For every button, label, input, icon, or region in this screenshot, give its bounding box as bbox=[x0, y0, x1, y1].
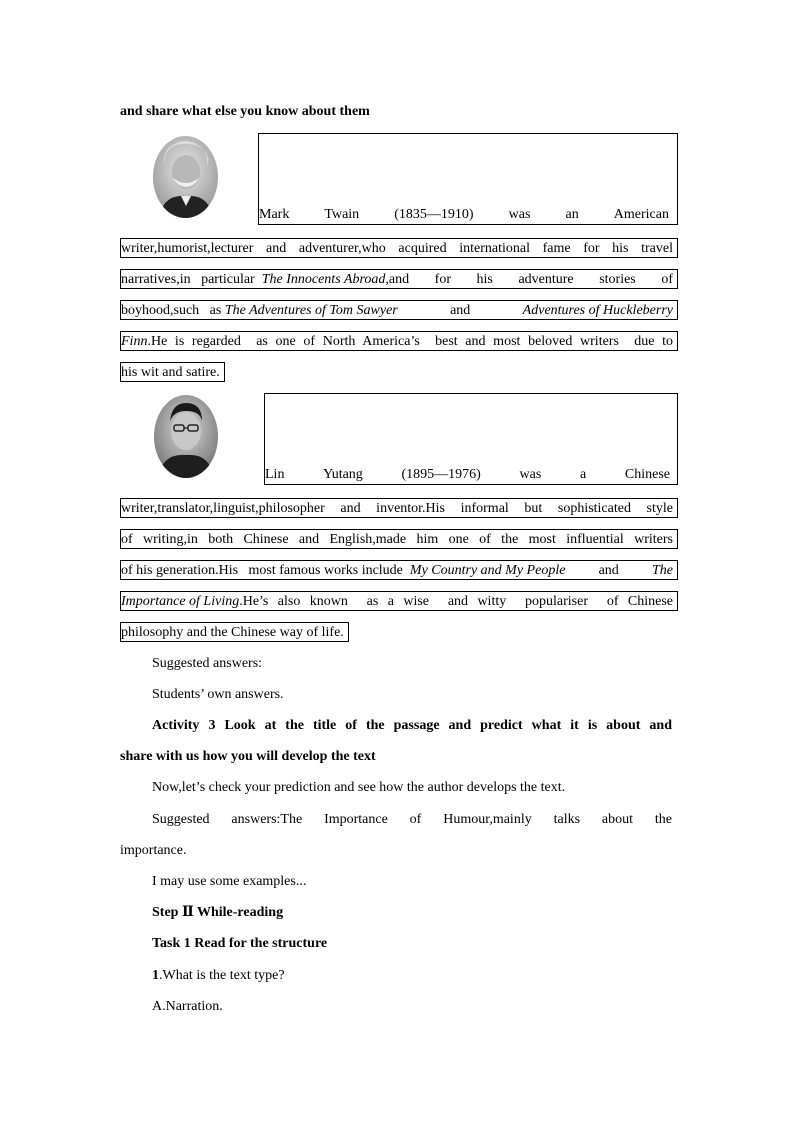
twain-line-3 bbox=[120, 269, 678, 289]
text: .He’s also known as a wise and witty populariser of Chinese bbox=[239, 594, 673, 609]
word: was bbox=[508, 207, 531, 222]
word: Chinese bbox=[624, 467, 670, 482]
word: Yutang bbox=[323, 467, 363, 482]
twain-line-6: his wit and satire. bbox=[120, 362, 225, 382]
question-1 bbox=[152, 966, 672, 986]
word: Mark bbox=[259, 207, 290, 222]
text: and bbox=[446, 303, 474, 318]
step2-heading: Step Ⅱ While-reading bbox=[152, 905, 284, 920]
word: (1895—1976) bbox=[401, 467, 481, 482]
word: was bbox=[519, 467, 542, 482]
word: American bbox=[613, 207, 669, 222]
text: .He is regarded as one of North America’s best and most beloved writers due to bbox=[147, 334, 673, 349]
lin-line-5 bbox=[120, 591, 678, 611]
word: (1835—1910) bbox=[394, 207, 474, 222]
book-title: My Country and My People bbox=[409, 563, 566, 578]
book-title: The Adventures of Tom Sawyer bbox=[224, 303, 398, 318]
lin-line-2: writer,translator,linguist,philosopher and inventor.His informal but sophisticated style bbox=[120, 498, 678, 518]
activity3-heading-line2: share with us how you will develop the text bbox=[120, 749, 376, 764]
text: of his generation.His most famous works include bbox=[121, 563, 410, 578]
twain-line-4 bbox=[120, 300, 678, 320]
mark-twain-portrait bbox=[153, 136, 218, 218]
activity3-heading-line1: Activity 3 Look at the title of the passage and predict what it is about and bbox=[152, 718, 672, 733]
text: boyhood,such as bbox=[121, 303, 225, 318]
word: Twain bbox=[324, 207, 360, 222]
word: an bbox=[565, 207, 579, 222]
option-a: A.Narration. bbox=[152, 999, 223, 1014]
twain-first-line bbox=[259, 205, 669, 225]
intro-line: and share what else you know about them bbox=[120, 104, 370, 119]
text: narratives,in particular bbox=[121, 272, 262, 287]
text: and bbox=[595, 563, 623, 578]
task1-heading: Task 1 Read for the structure bbox=[152, 936, 328, 951]
lin-line-4 bbox=[120, 560, 678, 580]
twain-line-2: writer,humorist,lecturer and adventurer,who acquired international fame for his travel bbox=[120, 238, 678, 258]
examples-line: I may use some examples... bbox=[152, 874, 307, 889]
word: Lin bbox=[265, 467, 285, 482]
students-own-answers: Students’ own answers. bbox=[152, 687, 284, 702]
check-prediction: Now,let’s check your prediction and see how the author develops the text. bbox=[152, 780, 566, 795]
text: ,and for his adventure stories of bbox=[385, 272, 673, 287]
question-number: 1 bbox=[152, 968, 159, 983]
lin-first-line bbox=[265, 465, 670, 485]
book-title: Finn bbox=[121, 334, 148, 349]
book-title: Importance of Living bbox=[121, 594, 240, 609]
question-text: .What is the text type? bbox=[159, 968, 285, 983]
lin-line-6: philosophy and the Chinese way of life. bbox=[120, 622, 349, 642]
lin-line-3: of writing,in both Chinese and English,made him one of the most influential writers bbox=[120, 529, 678, 549]
suggested-answers-2-line1: Suggested answers:The Importance of Humour,mainly talks about the bbox=[152, 812, 672, 827]
twain-line-5 bbox=[120, 331, 678, 351]
book-title: Adventures of Huckleberry bbox=[522, 303, 673, 318]
suggested-answers-2-line2: importance. bbox=[120, 843, 187, 858]
suggested-answers-label: Suggested answers: bbox=[152, 656, 263, 671]
word: a bbox=[579, 467, 587, 482]
lin-yutang-portrait bbox=[154, 395, 218, 478]
book-title: The Innocents Abroad bbox=[261, 272, 386, 287]
book-title: The bbox=[652, 563, 673, 578]
